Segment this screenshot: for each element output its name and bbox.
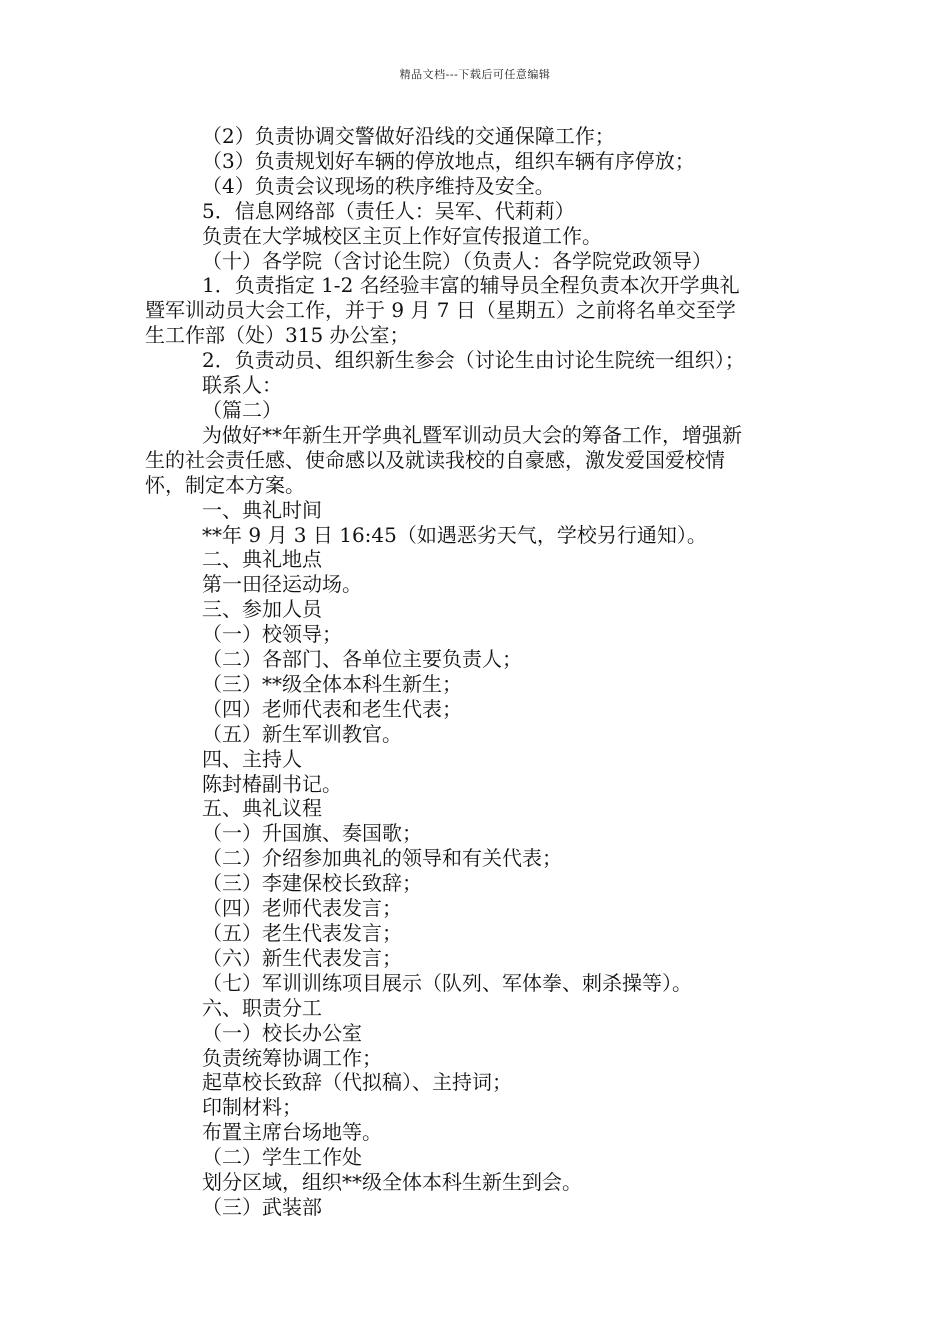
text-line: 第一田径运动场。 [202, 572, 362, 597]
text-line: 生工作部（处）315 办公室； [145, 323, 410, 348]
text-line: 四、主持人 [202, 746, 302, 771]
text-line: 负责在大学城校区主页上作好宣传报道工作。 [202, 223, 602, 248]
text-line: 划分区域，组织**级全体本科生新生到会。 [202, 1170, 582, 1195]
text-line: 印制材料； [202, 1095, 302, 1120]
text-line: 为做好**年新生开学典礼暨军训动员大会的筹备工作，增强新 [202, 422, 742, 447]
text-line: （一）校长办公室 [202, 1020, 362, 1045]
text-line: （五）老生代表发言； [202, 921, 402, 945]
text-line: （二）各部门、各单位主要负责人； [202, 647, 522, 672]
text-line: 布置主席台场地等。 [202, 1120, 382, 1145]
text-line: （三）武装部 [202, 1194, 322, 1219]
document-body [145, 124, 810, 1220]
text-line: 怀，制定本方案。 [145, 472, 305, 497]
text-line: 一、典礼时间 [202, 497, 322, 522]
text-line: （六）新生代表发言； [202, 945, 402, 970]
text-line: （4）负责会议现场的秩序维持及安全。 [202, 173, 555, 198]
text-line: 三、参加人员 [202, 597, 322, 622]
text-line: （二）学生工作处 [202, 1145, 362, 1170]
text-line: 负责统筹协调工作； [202, 1045, 382, 1070]
text-line: 五、典礼议程 [202, 796, 322, 821]
text-line: 生的社会责任感、使命感以及就读我校的自豪感，激发爱国爱校情 [145, 447, 725, 472]
text-line: **年 9 月 3 日 16:45（如遇恶劣天气，学校另行通知）。 [202, 522, 707, 547]
text-line: 联系人： [202, 373, 282, 398]
text-line: （七）军训训练项目展示（队列、军体拳、刺杀操等）。 [202, 970, 692, 995]
text-line: 2．负责动员、组织新生参会（讨论生由讨论生院统一组织）； [202, 348, 745, 373]
text-line: 暨军训动员大会工作，并于 9 月 7 日（星期五）之前将名单交至学 [145, 298, 736, 323]
text-line: （篇二） [202, 397, 282, 422]
text-line: 二、典礼地点 [202, 547, 322, 572]
text-line: （十）各学院（含讨论生院）（负责人：各学院党政领导） [202, 248, 712, 273]
text-line: （三）李建保校长致辞； [202, 871, 422, 896]
text-line: （一）升国旗、奏国歌； [202, 821, 422, 846]
text-line: （3）负责规划好车辆的停放地点，组织车辆有序停放； [202, 148, 695, 173]
text-line: （三）**级全体本科生新生； [202, 671, 462, 696]
text-line: （一）校领导； [202, 622, 342, 647]
text-line: （2）负责协调交警做好沿线的交通保障工作； [202, 124, 615, 148]
text-line: 1．负责指定 1-2 名经验丰富的辅导员全程负责本次开学典礼 [202, 273, 740, 298]
page-header: 精品文档---下载后可任意编辑 [399, 68, 551, 81]
text-line: （四）老师代表和老生代表； [202, 696, 462, 721]
text-line: 5．信息网络部（责任人：吴军、代莉莉） [202, 198, 575, 223]
text-line: （五）新生军训教官。 [202, 721, 402, 746]
text-line: 起草校长致辞（代拟稿）、主持词； [202, 1070, 512, 1095]
text-line: 陈封椿副书记。 [202, 771, 342, 796]
text-line: 六、职责分工 [202, 995, 322, 1020]
text-line: （二）介绍参加典礼的领导和有关代表； [202, 846, 562, 871]
text-line: （四）老师代表发言； [202, 896, 402, 921]
